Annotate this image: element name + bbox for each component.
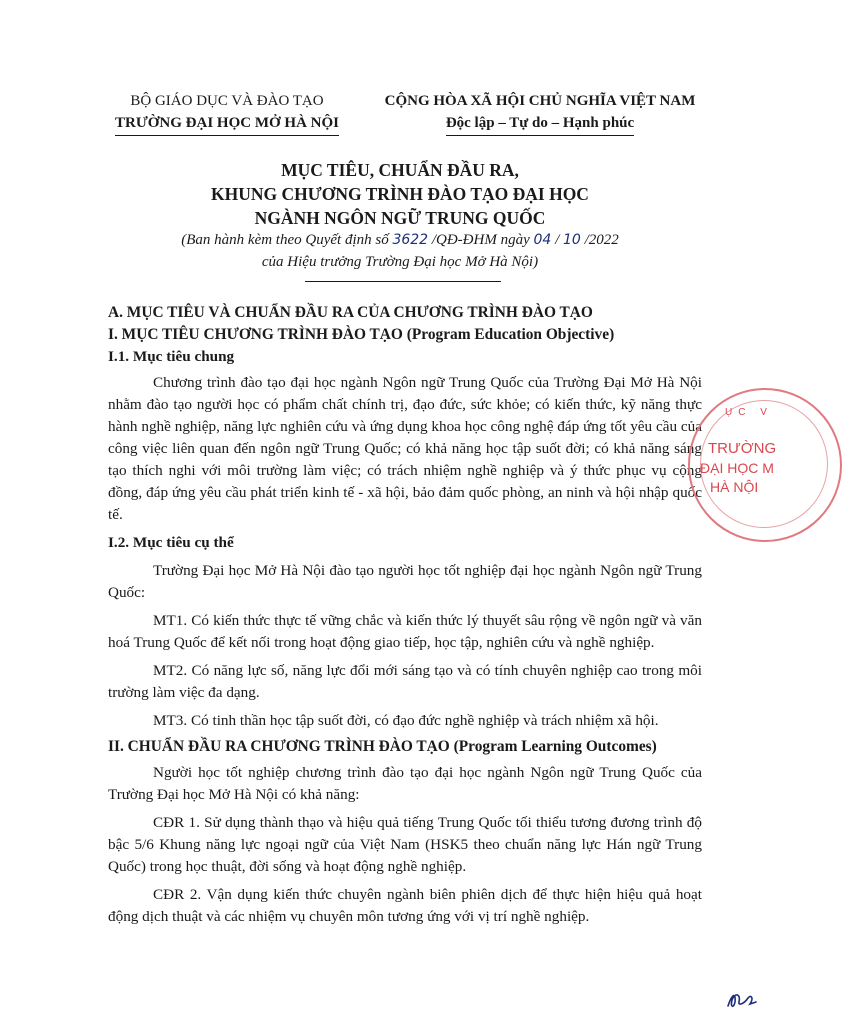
objective-mt2: MT2. Có năng lực số, năng lực đổi mới sáng tạo và có tính chuyên nghiệp cao trong môi trường làm việc đa dạng. <box>108 662 702 701</box>
i1-heading: I.1. Mục tiêu chung <box>108 348 235 365</box>
ii-intro: Người học tốt nghiệp chương trình đào tạo đại học ngành Ngôn ngữ Trung Quốc của Trường Đại học Mở Hà Nội có khả năng: <box>108 764 702 803</box>
decision-number: 3622 <box>392 232 429 248</box>
title-line-3: NGÀNH NGÔN NGỮ TRUNG QUỐC <box>254 208 546 228</box>
decision-line <box>80 229 720 251</box>
objective-mt1: MT1. Có kiến thức thực tế vững chắc và kiến thức lý thuyết sâu rộng về ngôn ngữ và văn hoá Trung Quốc để kết nối trong hoạt động giao tiếp, học tập, nghiên cứu và nghề nghiệp. <box>108 612 702 651</box>
seal-line-3: HÀ NỘI <box>710 479 759 495</box>
seal-arc-text: ỤC V <box>725 407 773 418</box>
issuer-line: của Hiệu trưởng Trường Đại học Mở Hà Nội) <box>261 254 539 270</box>
i2-heading: I.2. Mục tiêu cụ thể <box>108 534 234 551</box>
outcome-cdr1: CĐR 1. Sử dụng thành thạo và hiệu quả tiếng Trung Quốc tối thiểu tương đương trình độ bậc 5/6 Khung năng lực ngoại ngữ của Việt Nam (HSK5 theo chuẩn năng lực Hán ngữ Trung Quốc) trong học thuật, đời sống và hoạt động nghề nghiệp. <box>108 814 702 875</box>
section-ii-vn: II. CHUẨN ĐẦU RA CHƯƠNG TRÌNH ĐÀO TẠO <box>108 738 450 755</box>
section-ii-heading <box>108 736 702 758</box>
section-i-heading <box>108 324 702 346</box>
ministry-name: BỘ GIÁO DỤC VÀ ĐÀO TẠO <box>130 93 324 109</box>
objective-mt3: MT3. Có tinh thần học tập suốt đời, có đạo đức nghề nghiệp và trách nhiệm xã hội. <box>153 712 659 729</box>
i1-paragraph: Chương trình đào tạo đại học ngành Ngôn ngữ Trung Quốc của Trường Đại Mở Hà Nội nhằm đào tạo người học có phẩm chất chính trị, đạo đức, sức khỏe; có kiến thức, kỹ năng thực hành nghề nghiệp, năng lực nghiên cứu và ứng dụng khoa học công nghệ đáp ứng tốt yêu cầu của công việc liên quan đến ngôn ngữ Trung Quốc; có khả năng học tập suốt đời; có khả năng sáng tạo thích nghi với môi trường làm việc; có trách nhiệm nghề nghiệp và ý thức phục vụ cộng đồng, đáp ứng yêu cầu phát triển kinh tế - xã hội, bảo đảm quốc phòng, an ninh và hội nhập quốc tế. <box>108 374 702 523</box>
title-divider <box>305 281 501 282</box>
title-line-1: MỤC TIÊU, CHUẨN ĐẦU RA, <box>281 160 519 180</box>
i2-intro: Trường Đại học Mở Hà Nội đào tạo người học tốt nghiệp đại học ngành Ngôn ngữ Trung Quốc: <box>108 562 702 601</box>
university-seal-stamp <box>688 388 842 542</box>
ministry-header <box>98 90 356 136</box>
decision-prefix: (Ban hành kèm theo Quyết định số <box>181 232 393 248</box>
document-body <box>108 302 702 928</box>
seal-line-1: TRƯỜNG <box>708 440 777 457</box>
decision-reference <box>80 229 720 273</box>
title-line-2: KHUNG CHƯƠNG TRÌNH ĐÀO TẠO ĐẠI HỌC <box>211 184 589 204</box>
decision-day: 04 <box>533 232 552 248</box>
handwritten-initials-icon <box>726 986 758 1012</box>
country-name: CỘNG HÒA XÃ HỘI CHỦ NGHĨA VIỆT NAM <box>384 93 696 109</box>
seal-line-2: ĐẠI HỌC M <box>700 460 774 476</box>
national-motto: Độc lập – Tự do – Hạnh phúc <box>446 112 634 136</box>
section-ii-en: (Program Learning Outcomes) <box>449 738 657 755</box>
section-i-vn: I. MỤC TIÊU CHƯƠNG TRÌNH ĐÀO TẠO <box>108 326 403 343</box>
outcome-cdr2: CĐR 2. Vận dụng kiến thức chuyên ngành biên phiên dịch để thực hiện hiệu quả hoạt động dịch thuật và các nhiệm vụ chuyên môn tương ứng với vị trí nghề nghiệp. <box>108 886 702 925</box>
decision-month: 10 <box>563 232 581 248</box>
section-a-heading: A. MỤC TIÊU VÀ CHUẨN ĐẦU RA CỦA CHƯƠNG TRÌNH ĐÀO TẠO <box>108 304 593 321</box>
decision-sep: / <box>551 232 563 248</box>
decision-year: /2022 <box>580 232 619 248</box>
section-i-en: (Program Education Objective) <box>402 326 615 343</box>
document-title <box>80 158 720 230</box>
decision-mid: /QĐ-ĐHM ngày <box>428 232 534 248</box>
university-name: TRƯỜNG ĐẠI HỌC MỞ HÀ NỘI <box>115 112 339 136</box>
national-header <box>375 90 705 136</box>
